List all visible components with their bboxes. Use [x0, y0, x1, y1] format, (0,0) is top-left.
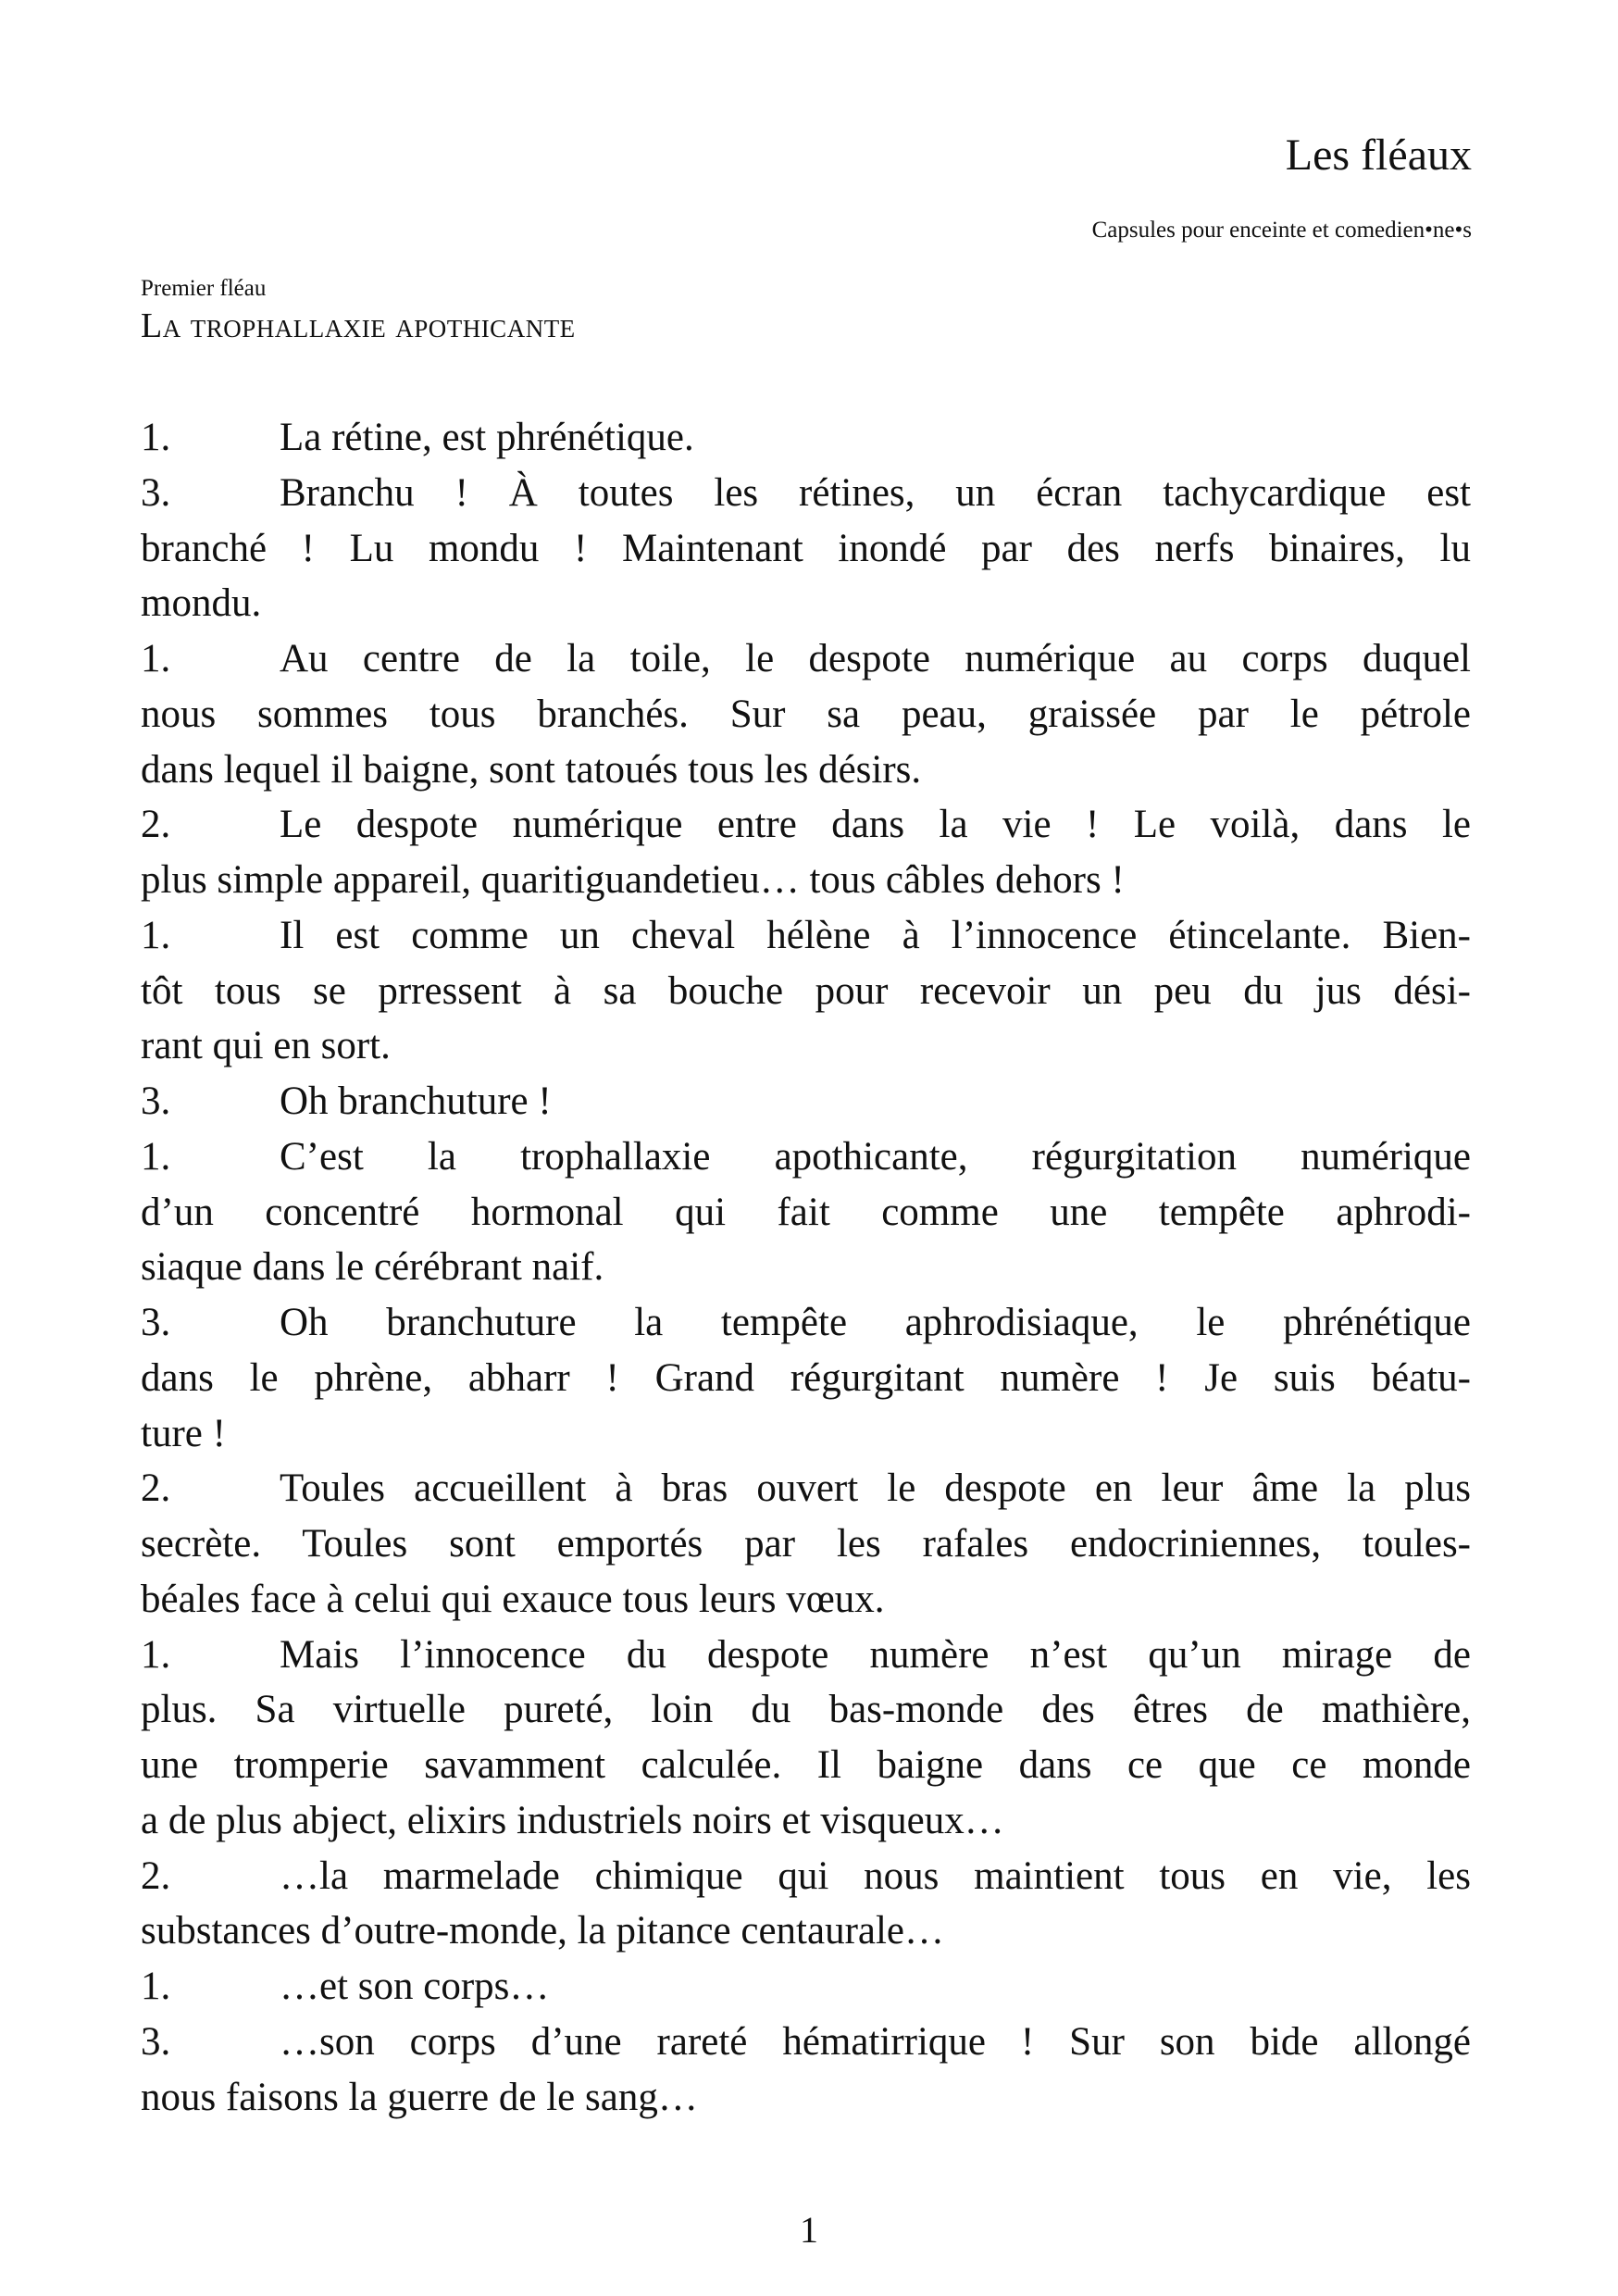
line-text: dans lequel il baigne, sont tatoués tous les désirs. — [141, 747, 922, 792]
line-text: Le despote numérique entre dans la vie ! Le voilà, dans le — [280, 803, 1471, 847]
paragraph-line — [141, 687, 1471, 742]
paragraph-line — [141, 1572, 1471, 1628]
speaker-number: 1. — [141, 1632, 171, 1677]
paragraph-line — [141, 742, 1471, 798]
speaker-number: 3. — [141, 1079, 171, 1123]
speaker-number: 2. — [141, 1466, 171, 1511]
speaker-number: 2. — [141, 803, 171, 847]
line-text: d’un concentré hormonal qui fait comme une tempête aphrodi- — [141, 1190, 1471, 1234]
paragraph-line — [141, 1295, 1471, 1351]
line-text: mondu. — [141, 581, 262, 626]
line-text: béales face à celui qui exauce tous leurs vœux. — [141, 1577, 885, 1621]
paragraph-line — [141, 1074, 1471, 1129]
line-text: branché ! Lu mondu ! Maintenant inondé par des nerfs binaires, lu — [141, 526, 1471, 570]
line-text: …et son corps… — [280, 1965, 550, 2008]
line-text: Oh branchuture la tempête aphrodisiaque, le phrénétique — [280, 1301, 1471, 1344]
paragraph-line — [141, 853, 1471, 908]
speaker-number: 1. — [141, 1134, 171, 1179]
paragraph-line — [141, 1628, 1471, 1683]
line-text: plus simple appareil, quaritiguandetieu… tous câbles dehors ! — [141, 858, 1125, 902]
chapter-title: La trophallaxie apothicante — [141, 306, 576, 345]
line-text: Toules accueillent à bras ouvert le despote en leur âme la plus — [280, 1466, 1471, 1511]
paragraph-line — [141, 1793, 1471, 1849]
paragraph-line — [141, 1738, 1471, 1793]
speaker-number: 3. — [141, 2019, 171, 2064]
line-text: substances d’outre-monde, la pitance centaurale… — [141, 1909, 944, 1953]
paragraph-line — [141, 576, 1471, 631]
line-text: Au centre de la toile, le despote numérique au corps duquel — [280, 637, 1471, 680]
line-text: plus. Sa virtuelle pureté, loin du bas-monde des êtres de mathière, — [141, 1688, 1471, 1732]
speaker-number: 1. — [141, 637, 171, 680]
speaker-number: 1. — [141, 913, 171, 957]
running-subtitle: Capsules pour enceinte et comedien•ne•s — [1091, 218, 1472, 243]
paragraph-line — [141, 631, 1471, 687]
line-text: siaque dans le cérébrant naif. — [141, 1245, 604, 1290]
chapter-kicker: Premier fléau — [141, 276, 267, 301]
line-text: tôt tous se prressent à sa bouche pour recevoir un peu du jus dési- — [141, 968, 1471, 1013]
line-text: C’est la trophallaxie apothicante, régurgitation numérique — [280, 1134, 1471, 1179]
speaker-number: 3. — [141, 470, 171, 515]
speaker-number: 1. — [141, 1965, 171, 2008]
line-text: dans le phrène, abharr ! Grand régurgitant numère ! Je suis béatu- — [141, 1355, 1471, 1400]
paragraph-line — [141, 466, 1471, 521]
paragraph-line — [141, 2070, 1471, 2126]
line-text: …la marmelade chimique qui nous maintient tous en vie, les — [280, 1853, 1471, 1898]
paragraph-line — [141, 1351, 1471, 1406]
line-text: Branchu ! À toutes les rétines, un écran tachycardique est — [280, 470, 1471, 515]
line-text: ture ! — [141, 1411, 226, 1455]
line-text: nous faisons la guerre de le sang… — [141, 2075, 698, 2119]
paragraph-line — [141, 1903, 1471, 1959]
line-text: …son corps d’une rareté hématirrique ! Sur son bide allongé — [280, 2019, 1471, 2064]
paragraph-line — [141, 964, 1471, 1019]
paragraph-line — [141, 797, 1471, 853]
line-text: rant qui en sort. — [141, 1024, 391, 1068]
paragraph-line — [141, 1129, 1471, 1185]
speaker-number: 3. — [141, 1301, 171, 1344]
line-text: a de plus abject, elixirs industriels noirs et visqueux… — [141, 1798, 1004, 1842]
paragraph-line — [141, 1240, 1471, 1295]
paragraph-line — [141, 1682, 1471, 1738]
body-text — [141, 410, 1471, 2125]
paragraph-line — [141, 1516, 1471, 1572]
paragraph-line — [141, 1959, 1471, 2015]
running-title: Les fléaux — [1285, 131, 1472, 180]
page-number: 1 — [800, 2209, 818, 2251]
speaker-number: 2. — [141, 1853, 171, 1898]
paragraph-line — [141, 410, 1471, 466]
paragraph-line — [141, 1461, 1471, 1516]
paragraph-line — [141, 1018, 1471, 1074]
line-text: nous sommes tous branchés. Sur sa peau, graissée par le pétrole — [141, 692, 1471, 736]
paragraph-line — [141, 1849, 1471, 1904]
speaker-number: 1. — [141, 416, 171, 459]
line-text: Il est comme un cheval hélène à l’innocence étincelante. Bien- — [280, 913, 1471, 957]
line-text: secrète. Toules sont emportés par les rafales endocriniennes, toules- — [141, 1522, 1471, 1566]
line-text: La rétine, est phrénétique. — [280, 416, 694, 459]
line-text: Mais l’innocence du despote numère n’est qu’un mirage de — [280, 1632, 1471, 1677]
line-text: Oh branchuture ! — [280, 1079, 552, 1123]
paragraph-line — [141, 1406, 1471, 1462]
paragraph-line — [141, 521, 1471, 577]
paragraph-line — [141, 908, 1471, 964]
paragraph-line — [141, 1185, 1471, 1241]
paragraph-line — [141, 2015, 1471, 2070]
line-text: une tromperie savamment calculée. Il baigne dans ce que ce monde — [141, 1743, 1471, 1787]
